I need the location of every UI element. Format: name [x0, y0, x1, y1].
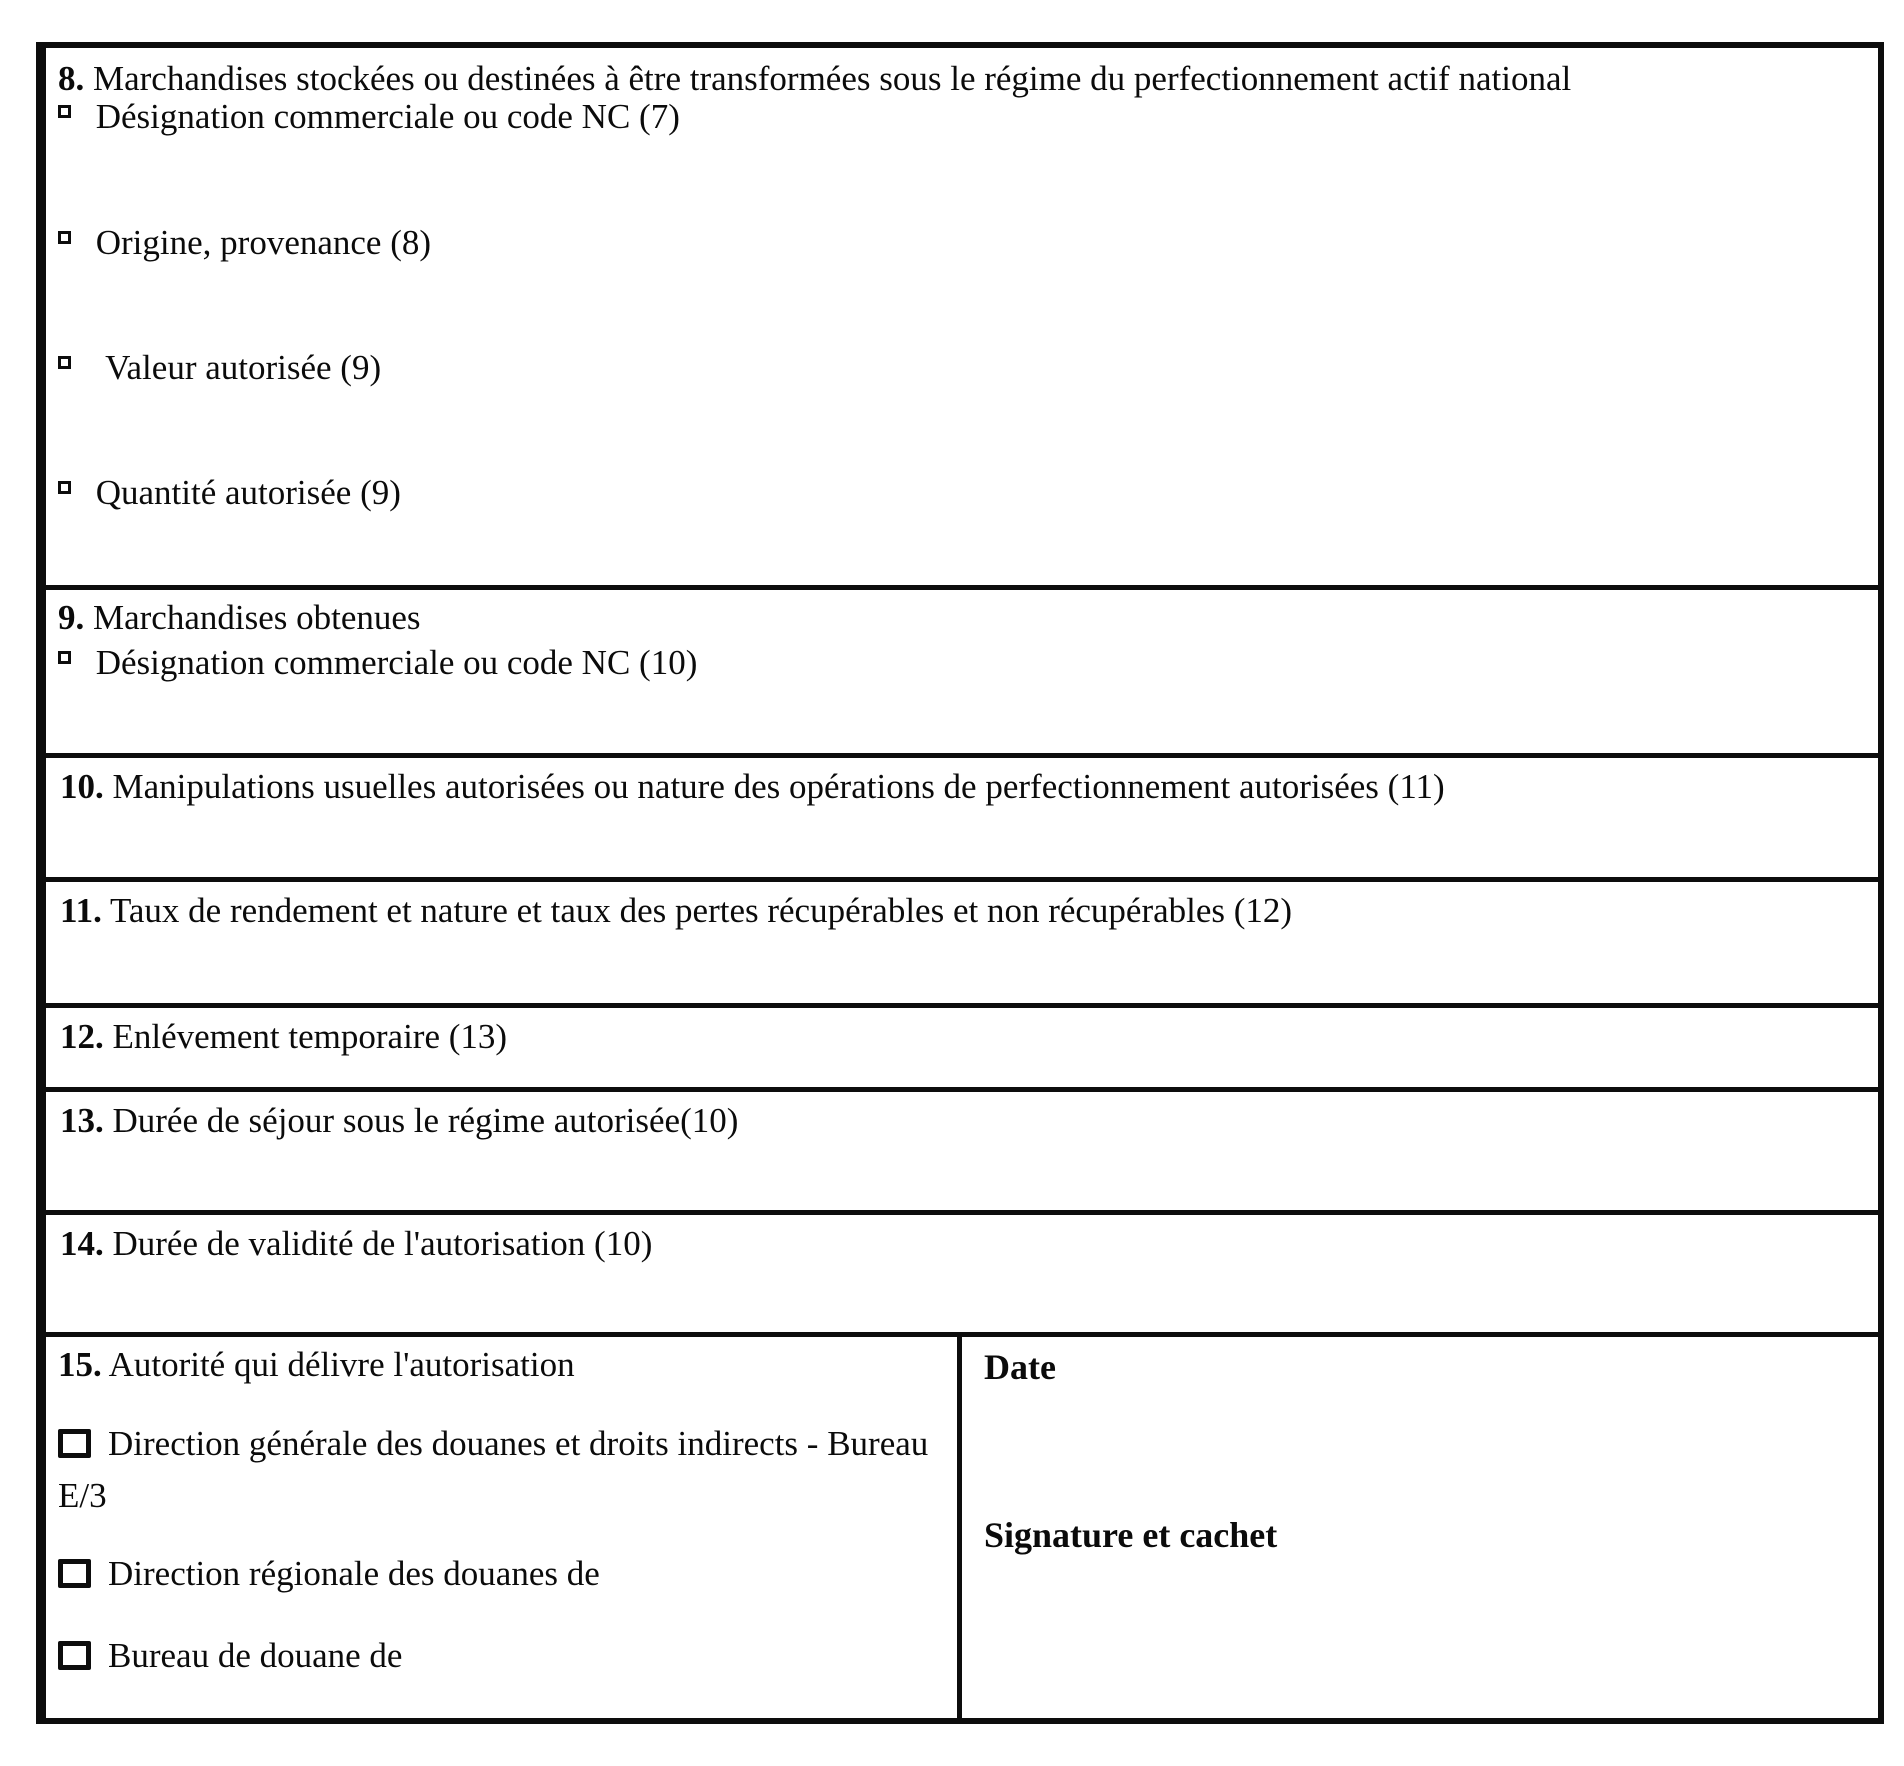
square-bullet-icon — [58, 481, 71, 494]
section-15 — [46, 1332, 1878, 1718]
customs-authorization-form — [36, 42, 1884, 1724]
section-15-date-signature-cell — [962, 1337, 1878, 1718]
checkbox-direction-regionale[interactable] — [58, 1559, 91, 1588]
square-bullet-icon — [58, 231, 71, 244]
option-bureau-douane — [58, 1630, 938, 1682]
field-label: Désignation commerciale ou code NC (7) — [95, 97, 680, 136]
section-9-title-text: Marchandises obtenues — [93, 598, 421, 637]
section-15-title — [58, 1342, 943, 1387]
field-designation-nc-7 — [58, 94, 1864, 139]
option-direction-regionale — [58, 1548, 938, 1600]
option-label: Direction générale des douanes et droits indirects - Bureau E/3 — [58, 1424, 929, 1515]
option-label: Direction régionale des douanes de — [108, 1554, 600, 1593]
section-9-title — [58, 595, 1864, 640]
section-14 — [46, 1210, 1878, 1332]
field-valeur-autorisee — [58, 345, 1864, 390]
option-label: Bureau de douane de — [108, 1636, 403, 1675]
signature-cachet-label: Signature et cachet — [984, 1515, 1278, 1555]
section-15-authority-cell — [46, 1337, 962, 1718]
option-direction-generale — [58, 1418, 938, 1522]
section-13-title-text: Durée de séjour sous le régime autorisée(10) — [112, 1101, 739, 1140]
section-8-title-text: Marchandises stockées ou destinées à être transformées sous le régime du perfectionnement actif national — [93, 59, 1572, 98]
section-15-title-text: Autorité qui délivre l'autorisation — [108, 1345, 575, 1384]
section-8 — [46, 48, 1878, 585]
field-origine-provenance — [58, 220, 1864, 265]
square-bullet-icon — [58, 356, 71, 369]
field-label: Quantité autorisée (9) — [95, 473, 401, 512]
field-label: Origine, provenance (8) — [95, 223, 432, 262]
section-11-title-text: Taux de rendement et nature et taux des pertes récupérables et non récupérables (12) — [109, 891, 1293, 930]
section-12-number: 12. — [60, 1017, 104, 1056]
section-9 — [46, 585, 1878, 753]
section-9-number: 9. — [58, 598, 85, 637]
section-12 — [46, 1003, 1878, 1087]
section-8-number: 8. — [58, 59, 85, 98]
section-11 — [46, 877, 1878, 1003]
section-12-title-text: Enlévement temporaire (13) — [112, 1017, 508, 1056]
square-bullet-icon — [58, 105, 71, 118]
checkbox-bureau-douane[interactable] — [58, 1641, 91, 1670]
section-10-title-text: Manipulations usuelles autorisées ou nature des opérations de perfectionnement autorisées (11) — [112, 767, 1445, 806]
section-11-number: 11. — [60, 891, 102, 930]
field-label: Désignation commerciale ou code NC (10) — [95, 643, 698, 682]
checkbox-direction-generale[interactable] — [58, 1429, 91, 1458]
field-label: Valeur autorisée (9) — [105, 348, 382, 387]
section-15-number: 15. — [58, 1345, 102, 1384]
field-quantite-autorisee — [58, 470, 1864, 515]
section-13 — [46, 1087, 1878, 1210]
section-14-title-text: Durée de validité de l'autorisation (10) — [112, 1224, 653, 1263]
section-13-number: 13. — [60, 1101, 104, 1140]
field-designation-nc-10 — [58, 640, 1864, 685]
section-10-number: 10. — [60, 767, 104, 806]
date-label: Date — [984, 1347, 1056, 1387]
square-bullet-icon — [58, 651, 71, 664]
section-10 — [46, 753, 1878, 877]
section-14-number: 14. — [60, 1224, 104, 1263]
